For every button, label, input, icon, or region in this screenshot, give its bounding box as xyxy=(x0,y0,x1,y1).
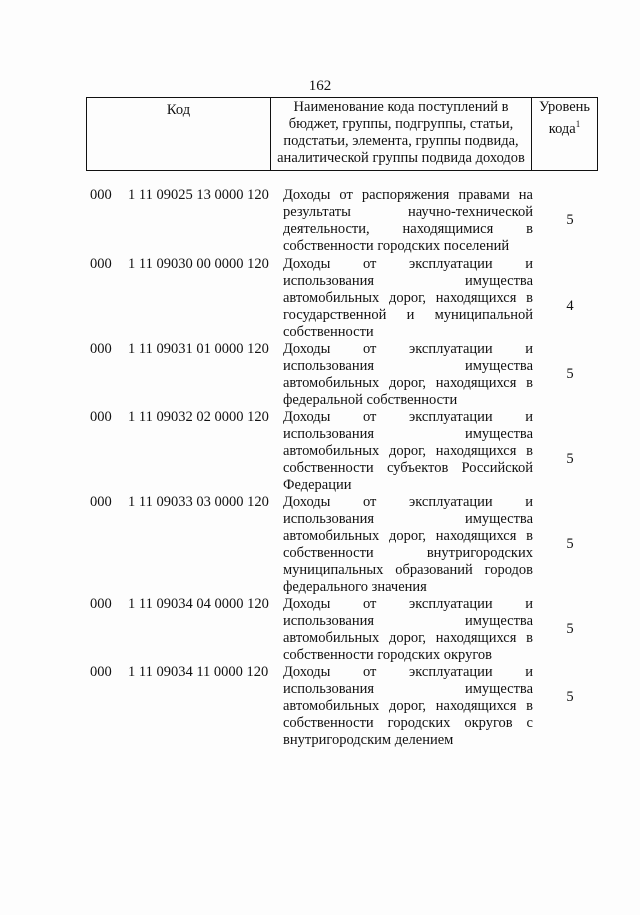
description-line: автомобильных дорог, находящихся в xyxy=(283,443,533,459)
revenue-code: 1 11 09032 02 0000 120 xyxy=(128,409,269,425)
code-level: 5 xyxy=(566,451,574,467)
description-line: автомобильных дорог, находящихся в xyxy=(283,630,533,646)
revenue-description xyxy=(283,664,533,749)
code-level: 5 xyxy=(566,621,574,637)
description-line: Доходы от эксплуатации и xyxy=(283,664,533,680)
description-line: Доходы от эксплуатации и xyxy=(283,256,533,272)
code-level: 5 xyxy=(566,689,574,705)
revenue-code: 1 11 09034 11 0000 120 xyxy=(128,664,269,680)
revenue-code: 1 11 09030 00 0000 120 xyxy=(128,256,269,272)
revenue-description xyxy=(283,187,533,255)
description-line: использования имущества xyxy=(283,426,533,442)
admin-code: 000 xyxy=(90,409,112,425)
description-line: использования имущества xyxy=(283,511,533,527)
description-line: автомобильных дорог, находящихся в xyxy=(283,528,533,544)
admin-code: 000 xyxy=(90,341,112,357)
description-line: использования имущества xyxy=(283,273,533,289)
revenue-description xyxy=(283,494,533,596)
description-line: Доходы от эксплуатации и xyxy=(283,596,533,612)
description-line: автомобильных дорог, находящихся в xyxy=(283,698,533,714)
admin-code: 000 xyxy=(90,187,112,203)
revenue-code: 1 11 09025 13 0000 120 xyxy=(128,187,269,203)
header-level xyxy=(532,98,598,171)
description-line: федеральной собственности xyxy=(283,392,458,408)
description-line: собственности городских поселений xyxy=(283,238,510,254)
description-line: муниципальных образований городов xyxy=(283,562,533,578)
description-line: автомобильных дорог, находящихся в xyxy=(283,290,533,306)
code-level: 4 xyxy=(566,298,574,314)
description-line: собственности внутригородских xyxy=(283,545,533,561)
header-name xyxy=(271,98,532,171)
description-line: деятельности, находящимися в xyxy=(283,221,533,237)
page-number: 162 xyxy=(308,78,332,94)
header-name-line: бюджет, группы, подгруппы, статьи, xyxy=(288,116,514,132)
table-header xyxy=(86,97,598,171)
revenue-description xyxy=(283,409,533,494)
header-level-text: кода xyxy=(548,121,576,137)
header-level-line xyxy=(532,116,597,138)
revenue-description xyxy=(283,256,533,341)
header-name-line: подстатьи, элемента, группы подвида, xyxy=(283,133,519,149)
description-line: собственности субъектов Российской xyxy=(283,460,533,476)
code-level: 5 xyxy=(566,536,574,552)
description-line: использования имущества xyxy=(283,358,533,374)
admin-code: 000 xyxy=(90,664,112,680)
revenue-description xyxy=(283,596,533,664)
description-line: Федерации xyxy=(283,477,352,493)
revenue-code: 1 11 09031 01 0000 120 xyxy=(128,341,269,357)
description-line: собственности городских округов с xyxy=(283,715,533,731)
revenue-code: 1 11 09033 03 0000 120 xyxy=(128,494,269,510)
admin-code: 000 xyxy=(90,256,112,272)
description-line: собственности xyxy=(283,324,374,340)
description-line: Доходы от эксплуатации и xyxy=(283,341,533,357)
code-level: 5 xyxy=(566,366,574,382)
description-line: Доходы от распоряжения правами на xyxy=(283,187,533,203)
description-line: федерального значения xyxy=(283,579,427,595)
revenue-code: 1 11 09034 04 0000 120 xyxy=(128,596,269,612)
description-line: использования имущества xyxy=(283,681,533,697)
description-line: Доходы от эксплуатации и xyxy=(283,409,533,425)
header-level-line: Уровень xyxy=(538,99,591,115)
code-level: 5 xyxy=(566,212,574,228)
description-line: Доходы от эксплуатации и xyxy=(283,494,533,510)
admin-code: 000 xyxy=(90,596,112,612)
description-line: внутригородским делением xyxy=(283,732,454,748)
admin-code: 000 xyxy=(90,494,112,510)
revenue-description xyxy=(283,341,533,409)
description-line: автомобильных дорог, находящихся в xyxy=(283,375,533,391)
description-line: государственной и муниципальной xyxy=(283,307,533,323)
description-line: собственности городских округов xyxy=(283,647,493,663)
description-line: результаты научно-технической xyxy=(283,204,533,220)
footnote-marker: 1 xyxy=(575,119,581,129)
header-name-line: аналитической группы подвида доходов xyxy=(277,150,525,166)
description-line: использования имущества xyxy=(283,613,533,629)
header-code: Код xyxy=(87,98,271,171)
header-name-line: Наименование кода поступлений в xyxy=(293,99,509,115)
